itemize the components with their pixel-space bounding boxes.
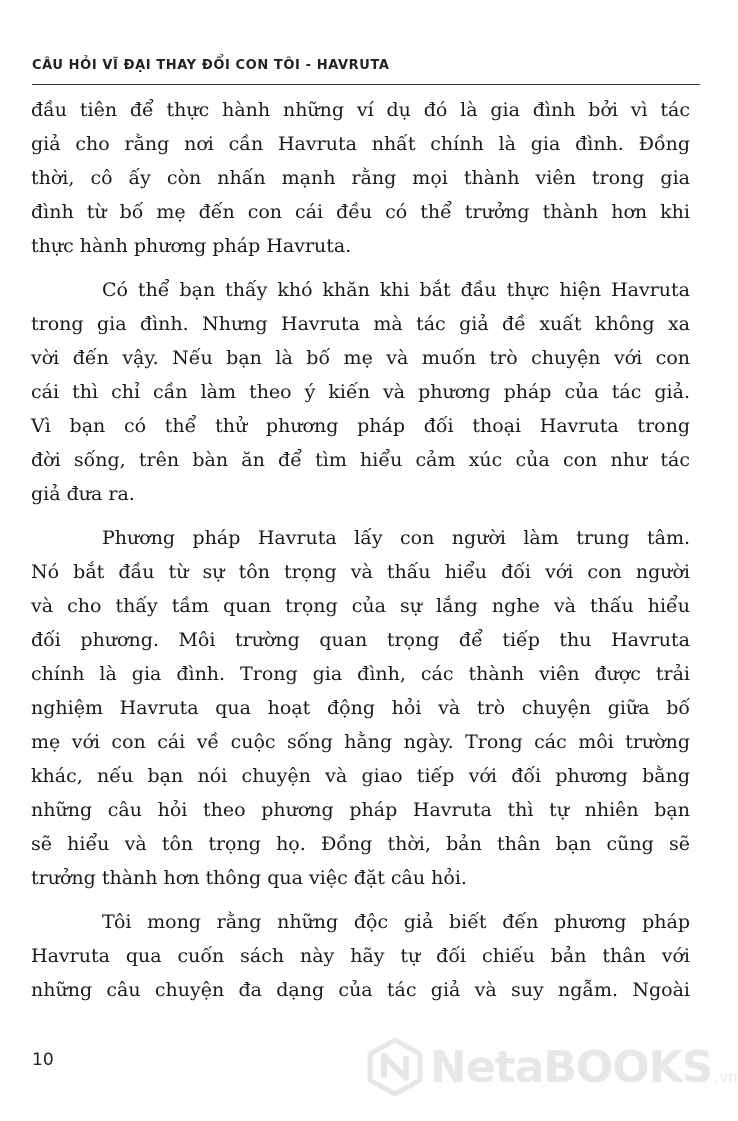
header-rule — [32, 84, 700, 85]
text-line: chính là gia đình. Trong gia đình, các thành viên được trải — [31, 663, 690, 685]
text-line: giả đưa ra. — [31, 483, 135, 505]
text-line: khác, nếu bạn nói chuyện và giao tiếp với đối phương bằng — [31, 765, 690, 787]
running-header: CÂU HỎI VĨ ĐẠI THAY ĐỔI CON TÔI - HAVRUTA — [32, 58, 390, 73]
text-line: những câu hỏi theo phương pháp Havruta thì tự nhiên bạn — [31, 799, 690, 821]
text-line: giả cho rằng nơi cần Havruta nhất chính là gia đình. Đồng — [31, 133, 690, 155]
watermark — [366, 1038, 738, 1096]
body-text — [31, 93, 690, 1007]
paragraph-2 — [31, 273, 690, 511]
text-line: vời đến vậy. Nếu bạn là bố mẹ và muốn trò chuyện với con — [31, 347, 690, 369]
text-line: Tôi mong rằng những độc giả biết đến phương pháp — [102, 911, 690, 933]
text-line: sẽ hiểu và tôn trọng họ. Đồng thời, bản thân bạn cũng sẽ — [31, 833, 690, 855]
text-line: thời, cô ấy còn nhấn mạnh rằng mọi thành viên trong gia — [31, 167, 690, 189]
text-line: nghiệm Havruta qua hoạt động hỏi và trò chuyện giữa bố — [31, 697, 690, 719]
netabooks-logo-icon — [366, 1038, 424, 1096]
page-number: 10 — [32, 1050, 54, 1070]
paragraph-1 — [31, 93, 690, 263]
watermark-brand: NetaBOOKS — [430, 1041, 713, 1093]
text-line: và cho thấy tầm quan trọng của sự lắng nghe và thấu hiểu — [31, 595, 690, 617]
text-line: những câu chuyện đa dạng của tác giả và suy ngẫm. Ngoài — [31, 979, 690, 1001]
paragraph-4 — [31, 905, 690, 1007]
text-line: đình từ bố mẹ đến con cái đều có thể trưởng thành hơn khi — [31, 201, 690, 223]
text-line: Có thể bạn thấy khó khăn khi bắt đầu thực hiện Havruta — [102, 279, 690, 301]
text-line: Havruta qua cuốn sách này hãy tự đối chiếu bản thân với — [31, 945, 690, 967]
text-line: đầu tiên để thực hành những ví dụ đó là gia đình bởi vì tác — [31, 99, 690, 121]
text-line: đối phương. Môi trường quan trọng để tiếp thu Havruta — [31, 629, 690, 651]
text-line: Vì bạn có thể thử phương pháp đối thoại Havruta trong — [31, 415, 690, 437]
text-line: đời sống, trên bàn ăn để tìm hiểu cảm xúc của con như tác — [31, 449, 690, 471]
watermark-suffix: .vn — [714, 1068, 738, 1086]
text-line: thực hành phương pháp Havruta. — [31, 235, 352, 257]
text-line: trong gia đình. Nhưng Havruta mà tác giả đề xuất không xa — [31, 313, 690, 335]
paragraph-3 — [31, 521, 690, 895]
text-line: Phương pháp Havruta lấy con người làm trung tâm. — [102, 527, 690, 549]
text-line: trưởng thành hơn thông qua việc đặt câu hỏi. — [31, 867, 467, 889]
text-line: cái thì chỉ cần làm theo ý kiến và phương pháp của tác giả. — [31, 381, 690, 403]
text-line: mẹ với con cái về cuộc sống hằng ngày. Trong các môi trường — [31, 731, 690, 753]
text-line: Nó bắt đầu từ sự tôn trọng và thấu hiểu đối với con người — [31, 561, 690, 583]
